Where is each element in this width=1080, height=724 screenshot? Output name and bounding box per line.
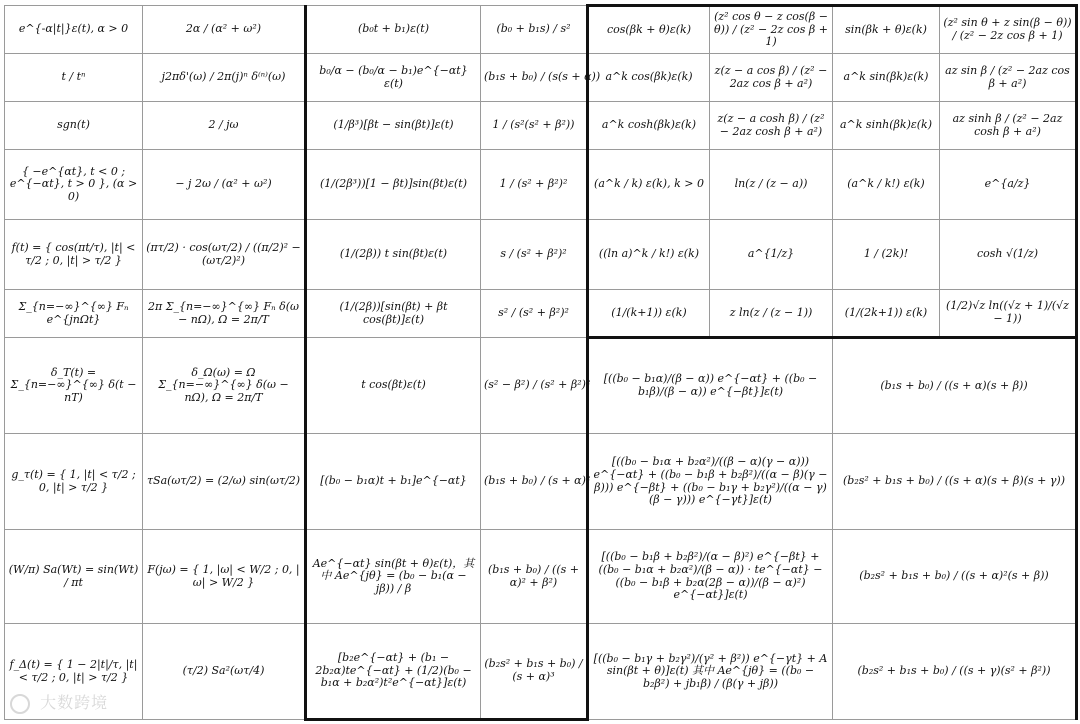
cell: s² / (s² + β²)²	[481, 290, 588, 338]
cell: [(b₀ − b₁α)t + b₁]e^{−αt}	[306, 434, 481, 530]
cell: g_τ(t) = { 1, |t| < τ/2 ; 0, |t| > τ/2 }	[5, 434, 143, 530]
cell: [((b₀ − b₁α)/(β − α)) e^{−αt} + ((b₀ − b₁β)/(β − α)) e^{−βt}]ε(t)	[588, 338, 833, 434]
cell: a^k cos(βk)ε(k)	[588, 54, 710, 102]
cell: az sinh β / (z² − 2az cosh β + a²)	[940, 102, 1077, 150]
cell: [((b₀ − b₁γ + b₂γ²)/(γ² + β²)) e^{−γt} + A sin(βt + θ)]ε(t) 其中 Ae^{jθ} = ((b₀ − b₂β²) + jb₁β) / (β(γ + jβ))	[588, 624, 833, 720]
cell: (b₁s + b₀) / ((s + α)² + β²)	[481, 530, 588, 624]
table-row	[5, 220, 1077, 290]
cell: (b₁s + b₀) / ((s + α)(s + β))	[833, 338, 1077, 434]
table-row	[5, 102, 1077, 150]
cell: f(t) = { cos(πt/τ), |t| < τ/2 ; 0, |t| > τ/2 }	[5, 220, 143, 290]
cell: (1/(k+1)) ε(k)	[588, 290, 710, 338]
cell: a^k sin(βk)ε(k)	[833, 54, 940, 102]
cell: (b₁s + b₀) / (s + α)²	[481, 434, 588, 530]
cell: [b₂e^{−αt} + (b₁ − 2b₂α)te^{−αt} + (1/2)(b₀ − b₁α + b₂α²)t²e^{−αt}]ε(t)	[306, 624, 481, 720]
table-row	[5, 6, 1077, 54]
table-row	[5, 290, 1077, 338]
cell: sin(βk + θ)ε(k)	[833, 6, 940, 54]
cell: 2 / jω	[143, 102, 306, 150]
cell: j2πδ'(ω) / 2π(j)ⁿ δ⁽ⁿ⁾(ω)	[143, 54, 306, 102]
cell: − j 2ω / (α² + ω²)	[143, 150, 306, 220]
cell: (b₀t + b₁)ε(t)	[306, 6, 481, 54]
cell: b₀/α − (b₀/α − b₁)e^{−αt}ε(t)	[306, 54, 481, 102]
table-row	[5, 530, 1077, 624]
cell: (1/β³)[βt − sin(βt)]ε(t)	[306, 102, 481, 150]
cell: 1 / (s²(s² + β²))	[481, 102, 588, 150]
cell: (1/2)√z ln((√z + 1)/(√z − 1))	[940, 290, 1077, 338]
cell: F(jω) = { 1, |ω| < W/2 ; 0, |ω| > W/2 }	[143, 530, 306, 624]
cell: z(z − a cos β) / (z² − 2az cos β + a²)	[710, 54, 833, 102]
cell: e^{a/z}	[940, 150, 1077, 220]
cell: 1 / (2k)!	[833, 220, 940, 290]
cell: sgn(t)	[5, 102, 143, 150]
cell: z ln(z / (z − 1))	[710, 290, 833, 338]
table-row	[5, 150, 1077, 220]
cell: δ_Ω(ω) = Ω Σ_{n=−∞}^{∞} δ(ω − nΩ), Ω = 2π/T	[143, 338, 306, 434]
cell: 1 / (s² + β²)²	[481, 150, 588, 220]
cell: (s² − β²) / (s² + β²)²	[481, 338, 588, 434]
cell: az sin β / (z² − 2az cos β + a²)	[940, 54, 1077, 102]
transform-pairs-table	[4, 4, 1078, 721]
cell: a^k sinh(βk)ε(k)	[833, 102, 940, 150]
cell: f_Δ(t) = { 1 − 2|t|/τ, |t| < τ/2 ; 0, |t| > τ/2 }	[5, 624, 143, 720]
table-row	[5, 434, 1077, 530]
cell: e^{-α|t|}ε(t), α > 0	[5, 6, 143, 54]
table-row	[5, 624, 1077, 720]
cell: [((b₀ − b₁α + b₂α²)/((β − α)(γ − α))) e^{−αt} + ((b₀ − b₁β + b₂β²)/((α − β)(γ − β))) e^{−βt} + ((b₀ − b₁γ + b₂γ²)/((α − γ)(β − γ))) e^{−γt}]ε(t)	[588, 434, 833, 530]
cell: (b₂s² + b₁s + b₀) / ((s + α)²(s + β))	[833, 530, 1077, 624]
cell: a^k cosh(βk)ε(k)	[588, 102, 710, 150]
cell: (z² sin θ + z sin(β − θ)) / (z² − 2z cos β + 1)	[940, 6, 1077, 54]
watermark-logo-icon	[10, 694, 30, 714]
cell: (b₁s + b₀) / (s(s + α))	[481, 54, 588, 102]
cell: ln(z / (z − a))	[710, 150, 833, 220]
watermark	[10, 690, 108, 714]
cell: τSa(ωτ/2) = (2/ω) sin(ωτ/2)	[143, 434, 306, 530]
cell: (πτ/2) · cos(ωτ/2) / ((π/2)² − (ωτ/2)²)	[143, 220, 306, 290]
cell: (b₂s² + b₁s + b₀) / ((s + γ)(s² + β²))	[833, 624, 1077, 720]
cell: Σ_{n=−∞}^{∞} Fₙ e^{jnΩt}	[5, 290, 143, 338]
cell: 2α / (α² + ω²)	[143, 6, 306, 54]
cell: ((ln a)^k / k!) ε(k)	[588, 220, 710, 290]
cell: (a^k / k!) ε(k)	[833, 150, 940, 220]
cell: (b₂s² + b₁s + b₀) / ((s + α)(s + β)(s + γ))	[833, 434, 1077, 530]
cell: Ae^{−αt} sin(βt + θ)ε(t)，其中 Ae^{jθ} = (b₀ − b₁(α − jβ)) / β	[306, 530, 481, 624]
cell: (W/π) Sa(Wt) = sin(Wt) / πt	[5, 530, 143, 624]
cell: a^{1/z}	[710, 220, 833, 290]
cell: (b₀ + b₁s) / s²	[481, 6, 588, 54]
cell: cosh √(1/z)	[940, 220, 1077, 290]
cell: cos(βk + θ)ε(k)	[588, 6, 710, 54]
cell: (1/(2k+1)) ε(k)	[833, 290, 940, 338]
cell: (1/(2β)) t sin(βt)ε(t)	[306, 220, 481, 290]
cell: (a^k / k) ε(k), k > 0	[588, 150, 710, 220]
cell: (z² cos θ − z cos(β − θ)) / (z² − 2z cos β + 1)	[710, 6, 833, 54]
cell: 2π Σ_{n=−∞}^{∞} Fₙ δ(ω − nΩ), Ω = 2π/T	[143, 290, 306, 338]
cell: (b₂s² + b₁s + b₀) / (s + α)³	[481, 624, 588, 720]
cell: δ_T(t) = Σ_{n=−∞}^{∞} δ(t − nT)	[5, 338, 143, 434]
cell: { −e^{αt}, t < 0 ; e^{−αt}, t > 0 }, (α > 0)	[5, 150, 143, 220]
cell: z(z − a cosh β) / (z² − 2az cosh β + a²)	[710, 102, 833, 150]
cell: s / (s² + β²)²	[481, 220, 588, 290]
cell: (1/(2β³))[1 − βt)]sin(βt)ε(t)	[306, 150, 481, 220]
table-row	[5, 54, 1077, 102]
cell: (1/(2β))[sin(βt) + βt cos(βt)]ε(t)	[306, 290, 481, 338]
cell: t / tⁿ	[5, 54, 143, 102]
cell: (τ/2) Sa²(ωτ/4)	[143, 624, 306, 720]
watermark-text: 大数跨境	[40, 693, 109, 712]
cell: t cos(βt)ε(t)	[306, 338, 481, 434]
cell: [((b₀ − b₁β + b₂β²)/(α − β)²) e^{−βt} + ((b₀ − b₁α + b₂α²)/(β − α)) · te^{−αt} − ((b₀ − b₁β + b₂α(2β − α))/(β − α)²) e^{−αt}]ε(t)	[588, 530, 833, 624]
table-row	[5, 338, 1077, 434]
